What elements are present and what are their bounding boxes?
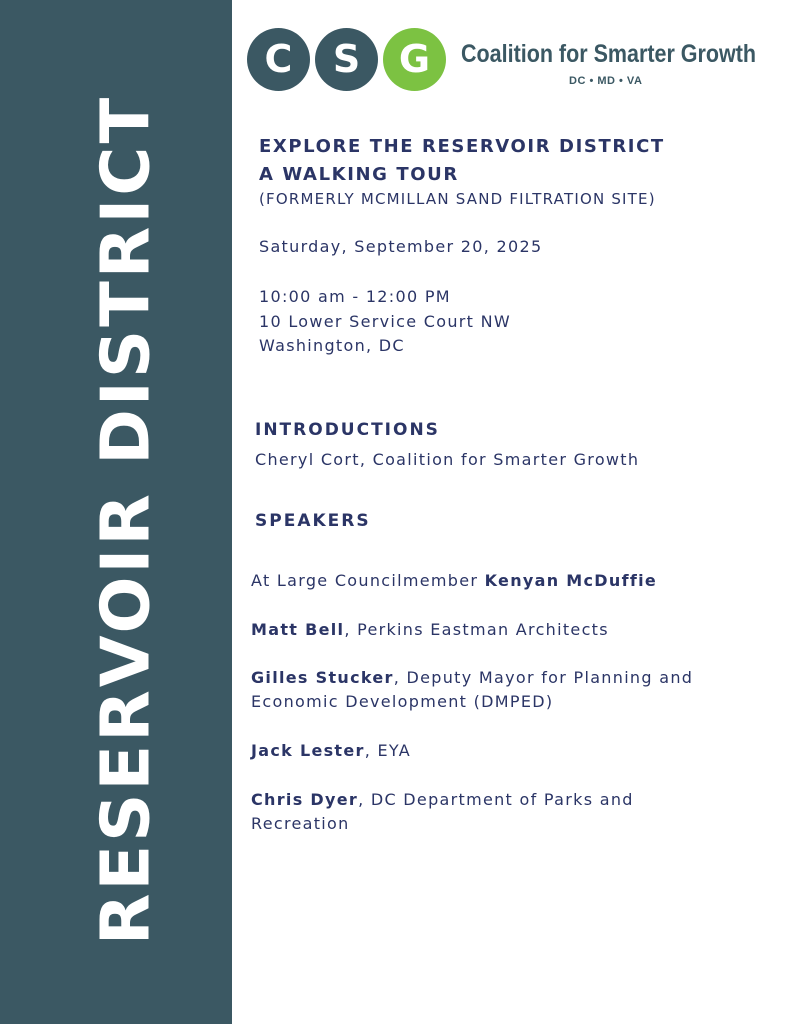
sidebar-title: RESERVOIR DISTRICT bbox=[86, 94, 165, 946]
event-details bbox=[259, 285, 511, 359]
speaker-affiliation: , Deputy Mayor for Planning and Economic Development (DMPED) bbox=[251, 668, 694, 711]
speaker-affiliation: , EYA bbox=[364, 741, 411, 760]
speaker-name: Jack Lester bbox=[251, 741, 365, 760]
speaker-item bbox=[251, 739, 771, 763]
speaker-affiliation: , DC Department of Parks and Recreation bbox=[251, 790, 634, 833]
speaker-name: Kenyan McDuffie bbox=[484, 571, 658, 590]
event-time: 10:00 am - 12:00 PM bbox=[259, 287, 451, 306]
sidebar-banner bbox=[0, 0, 232, 1024]
logo-letter-c: C bbox=[247, 28, 310, 91]
event-address-line-2: Washington, DC bbox=[259, 336, 405, 355]
csg-logo bbox=[247, 28, 777, 92]
speaker-item bbox=[251, 569, 771, 593]
speakers-heading: SPEAKERS bbox=[255, 511, 371, 531]
introductions-heading: INTRODUCTIONS bbox=[255, 420, 440, 440]
speaker-item bbox=[251, 618, 771, 642]
organization-regions: DC • MD • VA bbox=[569, 75, 643, 87]
organization-name: Coalition for Smarter Growth bbox=[461, 40, 757, 68]
event-subtitle: (FORMERLY MCMILLAN SAND FILTRATION SITE) bbox=[259, 190, 656, 208]
speaker-name: Gilles Stucker bbox=[251, 668, 394, 687]
speaker-item bbox=[251, 666, 751, 714]
event-title bbox=[259, 133, 665, 189]
event-title-line-2: A WALKING TOUR bbox=[259, 164, 459, 185]
event-title-line-1: EXPLORE THE RESERVOIR DISTRICT bbox=[259, 136, 665, 157]
event-address-line-1: 10 Lower Service Court NW bbox=[259, 311, 512, 331]
speaker-prefix: At Large Councilmember bbox=[251, 571, 485, 590]
speaker-name: Matt Bell bbox=[251, 620, 345, 639]
logo-letter-g: G bbox=[383, 28, 446, 91]
speaker-name: Chris Dyer bbox=[251, 790, 359, 809]
logo-letter-s: S bbox=[315, 28, 378, 91]
introductions-text: Cheryl Cort, Coalition for Smarter Growth bbox=[255, 450, 640, 469]
speaker-item bbox=[251, 788, 691, 836]
event-date: Saturday, September 20, 2025 bbox=[259, 237, 543, 256]
speaker-affiliation: , Perkins Eastman Architects bbox=[344, 620, 609, 639]
